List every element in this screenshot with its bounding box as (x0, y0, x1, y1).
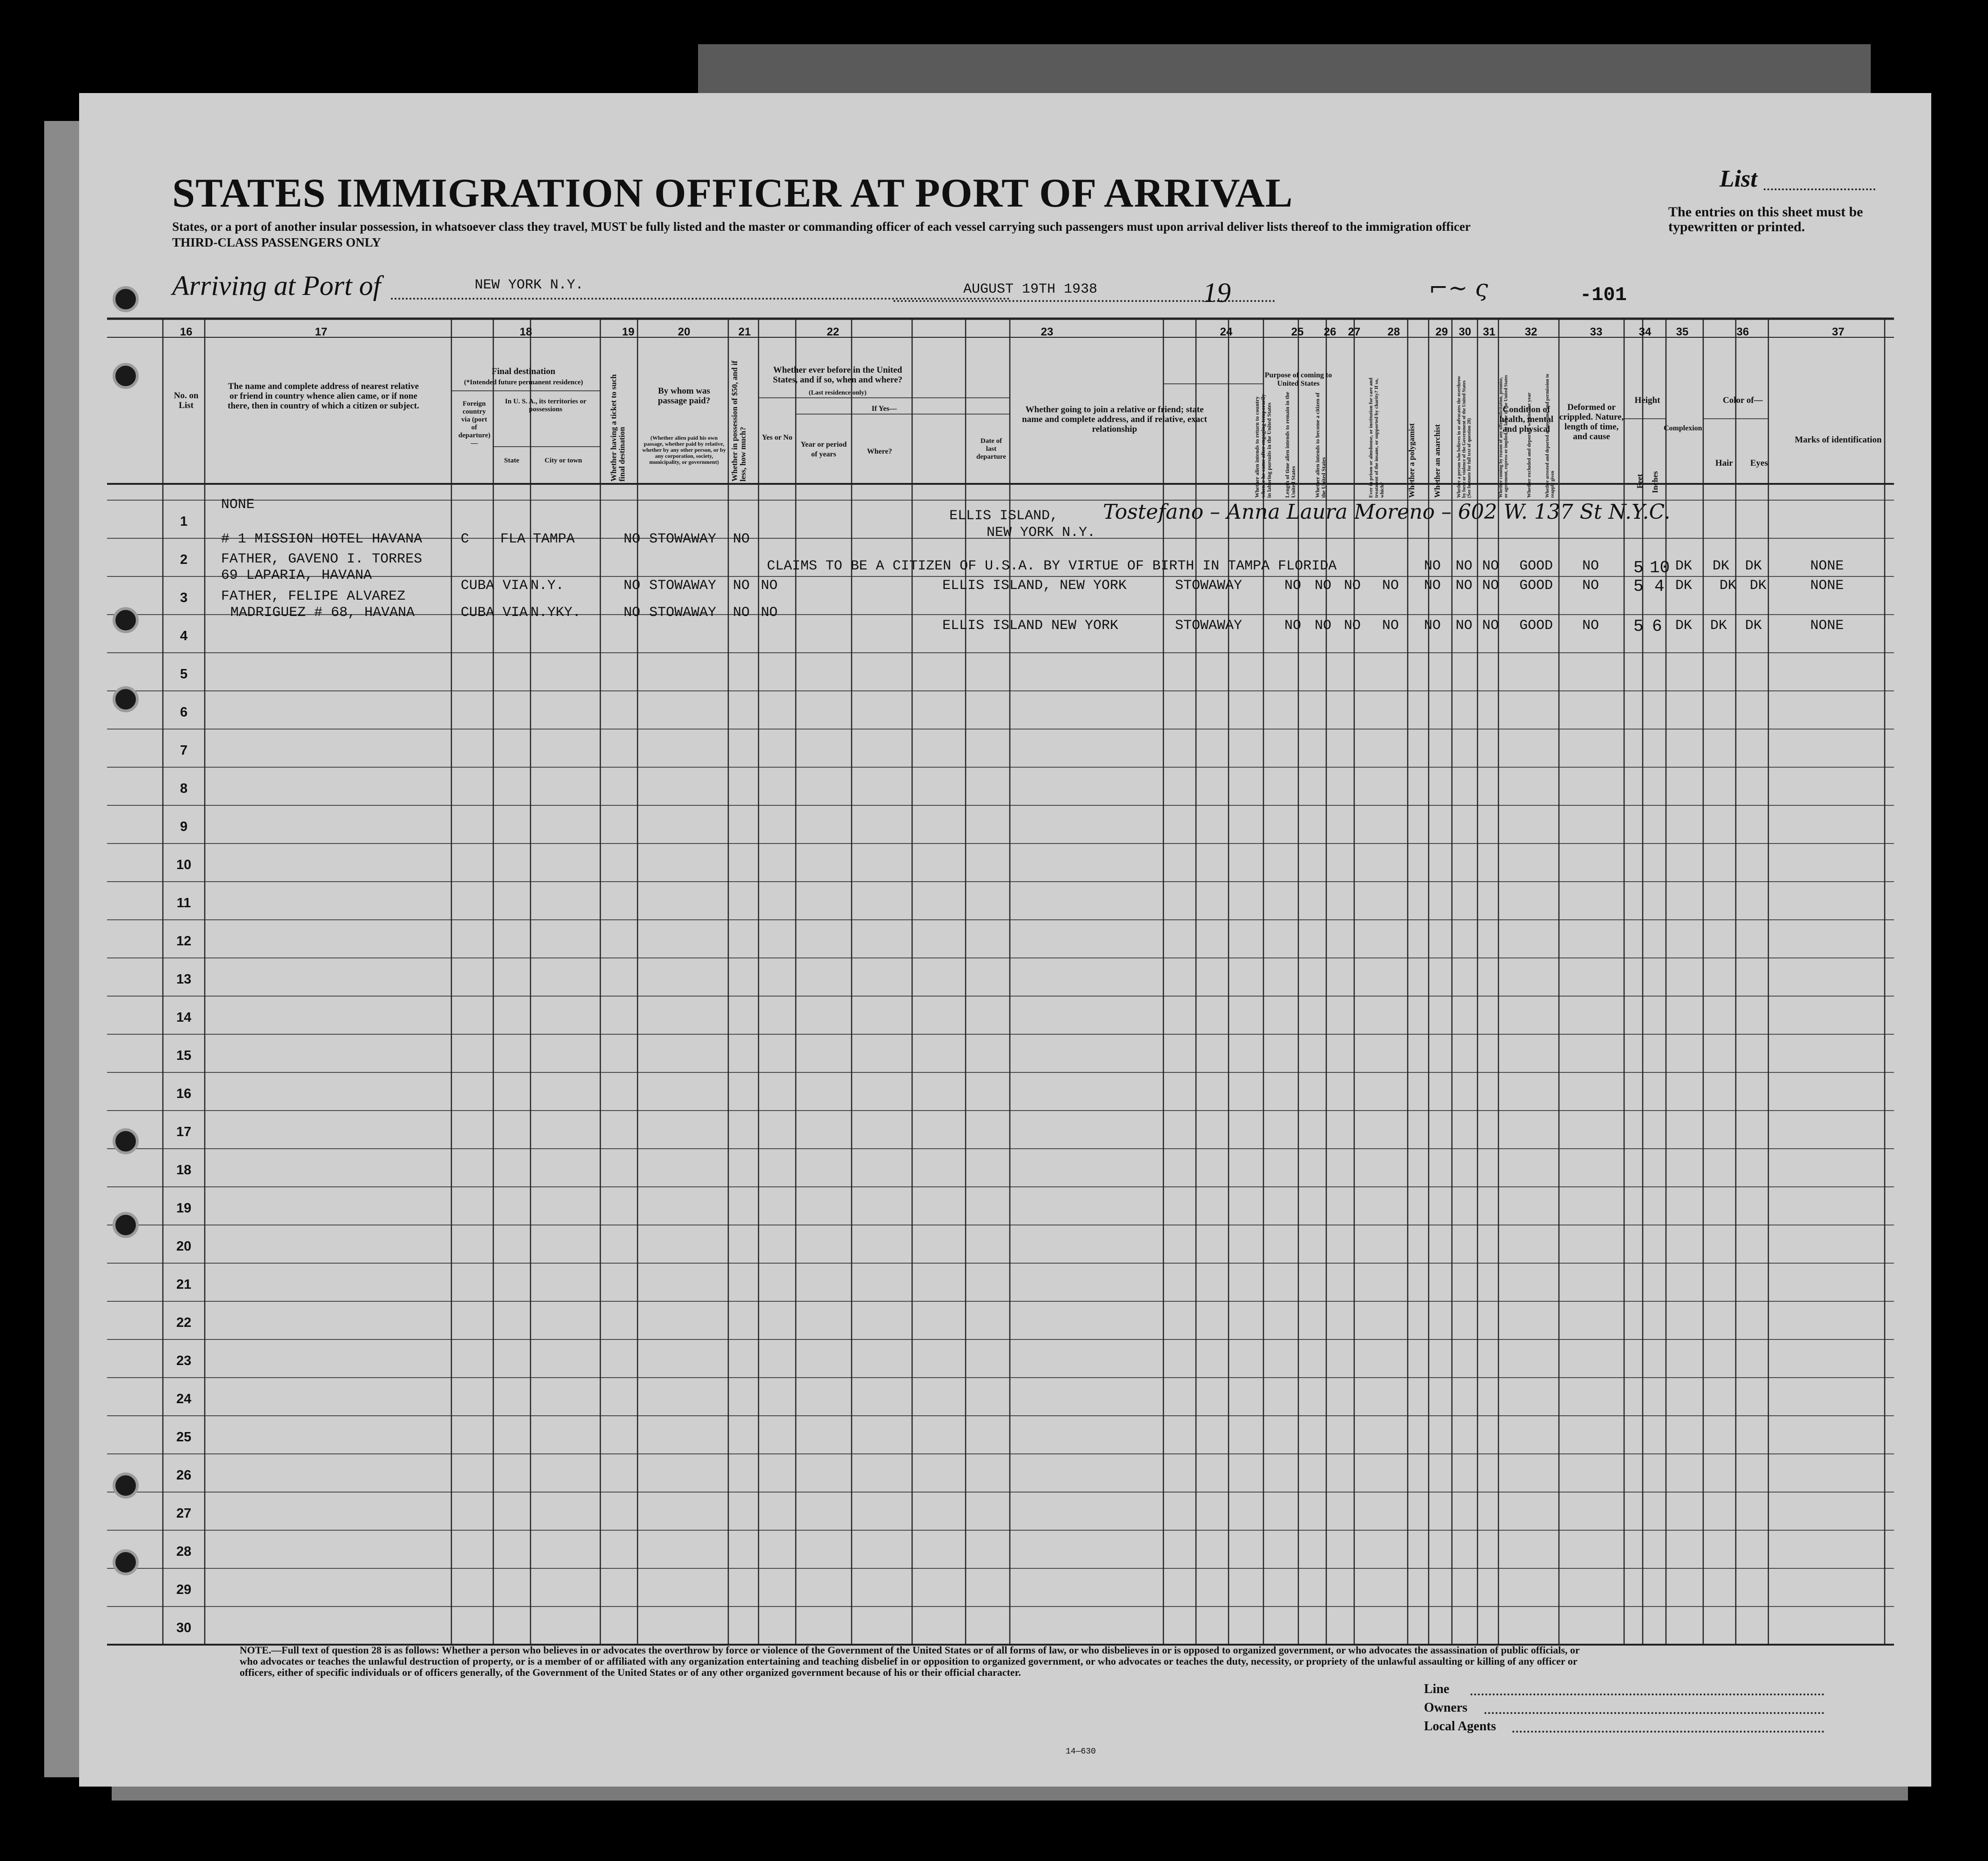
entry-row3-relative-address: 69 LAPARIA, HAVANA (221, 568, 372, 583)
class-note: THIRD-CLASS PASSENGERS ONLY (172, 235, 381, 249)
manifest-sheet (79, 93, 1931, 1787)
header-instruction: States, or a port of another insular possession, in whatsoever class they travel, MUST be fully listed and the master or commanding officer of each vessel carrying such passengers must upon arrival deliver lists thereof to the immigration officer (172, 220, 1471, 234)
col-num-21: 21 (738, 326, 751, 338)
entry-row1-possession: NO (733, 531, 750, 547)
col-num-16: 16 (180, 326, 193, 338)
header-color-of: Color of— (1723, 395, 1763, 405)
entry-row1-handwritten-address: Tostefano – Anna Laura Moreno – 602 W. 137 St N.Y.C. (1103, 500, 1671, 524)
header-complexion: Complexion (1664, 424, 1702, 432)
entry-row4-state: VIA (503, 605, 528, 621)
entry-row3-possession: NO (733, 578, 750, 594)
sheet-number: -101 (1580, 284, 1627, 306)
agents-signature-line (1512, 1731, 1824, 1733)
header-passage-note: (Whether alien paid his own passage, whether paid by relative, whether by any other person, or by any corporation, society, municipality, or government) (642, 435, 726, 465)
entry-row4-possession: NO (733, 605, 750, 621)
row-number: 27 (176, 1506, 192, 1521)
entry-row3-polygamist: NO (1315, 578, 1332, 594)
entry-row3-q31: NO (1482, 578, 1499, 594)
col-num-35: 35 (1676, 326, 1689, 338)
col-num-31: 31 (1483, 326, 1496, 338)
entry-row4-passage: STOWAWAY (649, 605, 717, 621)
header-ticket: Whether having a ticket to such final destination (609, 374, 626, 482)
row-number: 14 (176, 1010, 192, 1025)
binder-hole-7 (113, 1473, 139, 1499)
port-value: NEW YORK N.Y. (475, 277, 584, 293)
entry-row3-q30: NO (1456, 578, 1473, 594)
local-agents-label: Local Agents (1424, 1719, 1496, 1734)
col-num-17: 17 (315, 326, 328, 338)
entry-row4-yes-no: NO (761, 605, 778, 621)
entry-row4-q29: NO (1424, 618, 1441, 634)
entry-row4-relative-address: MADRIGUEZ # 68, HAVANA (230, 605, 415, 621)
header-state: State (504, 457, 519, 464)
header-health: Condition of health, mental and physical (1499, 405, 1554, 434)
entry-row3-anarchist: NO (1344, 578, 1361, 594)
header-before-usa: Whether ever before in the United States, and if so, when and where? (772, 365, 903, 385)
entry-row3-feet: 5 (1633, 577, 1644, 596)
col-num-26: 26 (1323, 326, 1337, 338)
header-in-usa: In U. S. A., its territories or possessions (505, 398, 586, 413)
entry-row3-ticket: NO (624, 578, 641, 594)
header-q30: Whether excluded and deported within one year (1526, 392, 1532, 498)
entry-row3-city: N.Y. (531, 578, 564, 594)
binder-hole-5 (113, 1128, 139, 1154)
entry-row1-relative: # 1 MISSION HOTEL HAVANA (221, 531, 423, 547)
entry-row4-health: GOOD (1519, 618, 1553, 634)
row-number: 11 (176, 896, 191, 910)
entry-row3-purpose: STOWAWAY (1175, 578, 1242, 594)
row-number: 21 (176, 1277, 192, 1292)
entry-row3-marks: NONE (1810, 578, 1844, 594)
entry-row4-joining: ELLIS ISLAND NEW YORK (942, 618, 1119, 634)
entry-row2-inches: 10 (1650, 558, 1670, 577)
binder-hole-3 (113, 607, 139, 633)
row-number: 29 (176, 1582, 192, 1597)
entry-row3-deformed: NO (1582, 578, 1599, 594)
entry-row3-prison: NO (1284, 578, 1302, 594)
entry-row4-polygamist: NO (1315, 618, 1332, 634)
col-num-37: 37 (1832, 326, 1845, 338)
row-number: 3 (180, 590, 188, 605)
entry-row1-joining: ELLIS ISLAND, (949, 508, 1059, 524)
row-number: 16 (176, 1086, 192, 1101)
entry-row4-anarchist: NO (1344, 618, 1361, 634)
entry-row3-health: GOOD (1519, 578, 1553, 594)
entry-row3-passage: STOWAWAY (649, 578, 717, 594)
entry-row1-claim: CLAIMS TO BE A CITIZEN OF U.S.A. BY VIRTUE OF BIRTH IN TAMPA FLORIDA (767, 558, 1337, 574)
row-number: 8 (180, 781, 188, 796)
entry-row2-deformed: NO (1582, 558, 1599, 574)
row-number: 9 (180, 819, 188, 834)
binder-hole-1 (113, 286, 139, 312)
date-value: AUGUST 19TH 1938 (963, 281, 1098, 297)
entry-row1-city: TAMPA (533, 531, 575, 547)
entry-row3-foreign: CUBA (461, 578, 495, 594)
header-date-departure: Date of last departure (976, 437, 1006, 461)
header-foreign-country: Foreign country via (port of departure)— (458, 400, 490, 447)
header-before-usa-note: (Last residence only) (808, 389, 867, 396)
row-number: 1 (180, 514, 188, 529)
entry-row3-inches: 4 (1654, 577, 1665, 596)
handwritten-mark: ⌐~ ς (1429, 274, 1488, 301)
header-q29: Whether coming by reason of any offer, solicitation, promise, or agreement, express or implied, to labor in the United States (1498, 375, 1509, 498)
entry-row2-feet: 5 (1633, 558, 1644, 577)
arriving-label: Arriving at Port of (172, 270, 381, 301)
row-number: 17 (176, 1125, 192, 1139)
col-num-24: 24 (1220, 326, 1233, 338)
owners-label: Owners (1424, 1700, 1468, 1715)
header-possession: Whether in possession of $50, and if less, how much? (730, 361, 747, 482)
row-number: 10 (176, 857, 192, 872)
header-marks: Marks of identification (1794, 435, 1882, 445)
entry-row4-deformed: NO (1582, 618, 1599, 634)
header-prison: Ever in prison or almshouse, or institution for care and treatment of the insane, or supported by charity? If so, which? (1368, 377, 1385, 498)
row-number: 28 (176, 1544, 192, 1559)
year-prefix: 19 (1203, 277, 1231, 308)
header-relative: The name and complete address of nearest relative or friend in country whence alien came, or if none there, then in country of which a citizen or subject. (228, 382, 419, 411)
row-number: 6 (180, 705, 188, 720)
row-number: 19 (176, 1201, 192, 1216)
col-num-32: 32 (1525, 326, 1538, 338)
entry-row4-marks: NONE (1810, 618, 1844, 634)
row-number: 25 (176, 1430, 192, 1445)
row-number: 18 (176, 1163, 192, 1178)
header-final-destination: Final destination (491, 367, 556, 376)
col-num-33: 33 (1590, 326, 1603, 338)
line-signature-line (1471, 1694, 1824, 1695)
header-feet: Feet (1635, 474, 1644, 489)
line-label: Line (1424, 1682, 1450, 1696)
entry-row4-complexion: DK (1675, 618, 1692, 634)
col-num-34: 34 (1639, 326, 1652, 338)
entry-row4-inches: 6 (1652, 617, 1662, 636)
typewritten-note: The entries on this sheet must be typewritten or printed. (1668, 204, 1863, 234)
binder-hole-8 (113, 1549, 139, 1575)
header-hair: Hair (1715, 458, 1733, 468)
header-eyes: Eyes (1750, 458, 1768, 468)
header-inches: Inches (1651, 471, 1659, 493)
manifest-grid (79, 93, 1931, 1787)
row-number: 24 (176, 1392, 192, 1406)
header-purpose-b: Length of time alien intends to remain in the United States (1284, 392, 1296, 498)
entry-row2-health: GOOD (1519, 558, 1553, 574)
header-polygamist: Whether a polygamist (1407, 423, 1416, 498)
header-purpose-a: Whether alien intends to return to country whence he came after engaging temporarily in laboring pursuits in the United States (1254, 394, 1272, 498)
entry-row4-q30: NO (1456, 618, 1473, 634)
entry-row4-foreign: CUBA (461, 605, 495, 621)
header-no-on-list: No. on List (174, 391, 199, 410)
entry-row4-q31: NO (1482, 618, 1499, 634)
entry-row3-yes-no: NO (761, 578, 778, 594)
header-passage: By whom was passage paid? (658, 386, 711, 406)
entry-row4-city: N.YKY. (531, 605, 581, 621)
header-yes-no: Yes or No (762, 434, 793, 442)
col-num-30: 30 (1458, 326, 1471, 338)
col-num-23: 23 (1041, 326, 1054, 338)
entry-row1-foreign: C (461, 531, 470, 547)
header-height: Height (1634, 395, 1660, 405)
entry-row4-q28: NO (1382, 618, 1399, 634)
header-period: Year or period of years (800, 441, 847, 458)
binder-hole-2 (113, 363, 139, 389)
col-num-28: 28 (1387, 326, 1400, 338)
entry-row2-complexion: DK (1675, 558, 1692, 574)
col-num-20: 20 (678, 326, 691, 338)
entry-row2-q30: NO (1456, 558, 1473, 574)
entry-row2-hair: DK (1713, 558, 1730, 574)
entry-row3-joining: ELLIS ISLAND, NEW YORK (942, 578, 1127, 594)
header-anarchist: Whether an anarchist (1433, 424, 1442, 498)
col-num-19: 19 (622, 326, 635, 338)
entry-row1-passage: STOWAWAY (649, 531, 717, 547)
row-number: 30 (176, 1620, 192, 1635)
entry-row2-q29: NO (1424, 558, 1441, 574)
row-number: 12 (176, 934, 192, 949)
page-title: STATES IMMIGRATION OFFICER AT PORT OF ARRIVAL (172, 171, 1293, 216)
entry-row2-eyes: DK (1745, 558, 1762, 574)
entry-row4-prison: NO (1284, 618, 1302, 634)
entry-row2-marks: NONE (1810, 558, 1844, 574)
entry-row3-eyes: DK (1750, 578, 1767, 594)
col-num-22: 22 (826, 326, 840, 338)
entry-pre-row-none: NONE (221, 497, 255, 513)
binder-hole-4 (113, 686, 139, 712)
entry-row1-joining-2: NEW YORK N.Y. (987, 525, 1096, 541)
entry-row4-hair: DK (1710, 618, 1727, 634)
col-num-36: 36 (1736, 326, 1749, 338)
header-city: City or town (544, 457, 582, 464)
entry-row3-complexion: DK (1675, 578, 1692, 594)
header-purpose-c: Whether alien intends to become a citizen of the United States (1314, 392, 1327, 498)
row-number: 20 (176, 1239, 192, 1254)
row-number: 13 (176, 972, 192, 987)
header-q31: Whether arrested and deported at any time, and permission to reapply given (1545, 374, 1555, 498)
owners-signature-line (1484, 1712, 1824, 1714)
header-where: Where? (867, 448, 892, 455)
row-number: 7 (180, 743, 188, 758)
row-number: 23 (176, 1353, 192, 1368)
entry-row2-q31: NO (1482, 558, 1499, 574)
header-if-yes: If Yes— (871, 405, 897, 413)
form-number: 14—630 (1066, 1747, 1096, 1756)
header-joining: Whether going to join a relative or friend; state name and complete address, and if relative, exact relationship (1022, 405, 1207, 434)
entry-row1-ticket: NO (624, 531, 641, 547)
col-num-18: 18 (519, 326, 532, 338)
entry-row1-state: FLA (500, 531, 526, 547)
entry-row2-relative: FATHER, GAVENO I. TORRES (221, 551, 423, 567)
entry-row4-ticket: NO (624, 605, 641, 621)
col-num-29: 29 (1435, 326, 1448, 338)
header-purpose: Purpose of coming to United States (1264, 371, 1332, 388)
entry-row3-state: VIA (503, 578, 528, 594)
list-label: List (1719, 166, 1757, 192)
row-number: 2 (180, 552, 188, 567)
header-final-destination-note: (*Intended future permanent residence) (464, 379, 583, 386)
entry-row4-feet: 5 (1633, 617, 1644, 636)
header-deformed: Deformed or crippled. Nature, length of time, and cause (1559, 402, 1624, 442)
binder-hole-6 (113, 1212, 139, 1238)
row-number: 5 (180, 667, 188, 682)
col-num-25: 25 (1291, 326, 1304, 338)
entry-row4-eyes: DK (1745, 618, 1762, 634)
entry-row3-hair: DK (1719, 578, 1737, 594)
entry-row3-relative: FATHER, FELIPE ALVAREZ (221, 589, 406, 604)
col-num-27: 27 (1348, 326, 1361, 338)
entry-row3-q29: NO (1424, 578, 1441, 594)
row-number: 4 (180, 629, 188, 643)
question-28-footnote: NOTE.—Full text of question 28 is as follows: Whether a person who believes in or advocates the overthrow by force or violence of the Government of the United States or of all forms of law, or who disbelieves in or is opposed to organized government, or who advocates the assassination of public officials, or who advocates or teaches the unlawful destruction of property, or is a member of or affiliated with any organization entertaining and teaching disbelief in or opposition to organized government, or who advocates or teaches the duty, necessity, or propriety of the unlawful assaulting or killing of any officer or officers, either of specific individuals or of officers generally, of the Government of the United States or of any other organized government because of his or their official character. (240, 1644, 1580, 1678)
entry-row3-q28: NO (1382, 578, 1399, 594)
entry-row4-purpose: STOWAWAY (1175, 618, 1242, 634)
header-q28: Whether a person who believes in or advocates the overthrow by force or violence of the Government of the United States (See footnote for full text of question 28) (1457, 376, 1472, 498)
row-number: 26 (176, 1468, 192, 1483)
row-number: 22 (176, 1315, 192, 1330)
row-number: 15 (176, 1048, 192, 1063)
